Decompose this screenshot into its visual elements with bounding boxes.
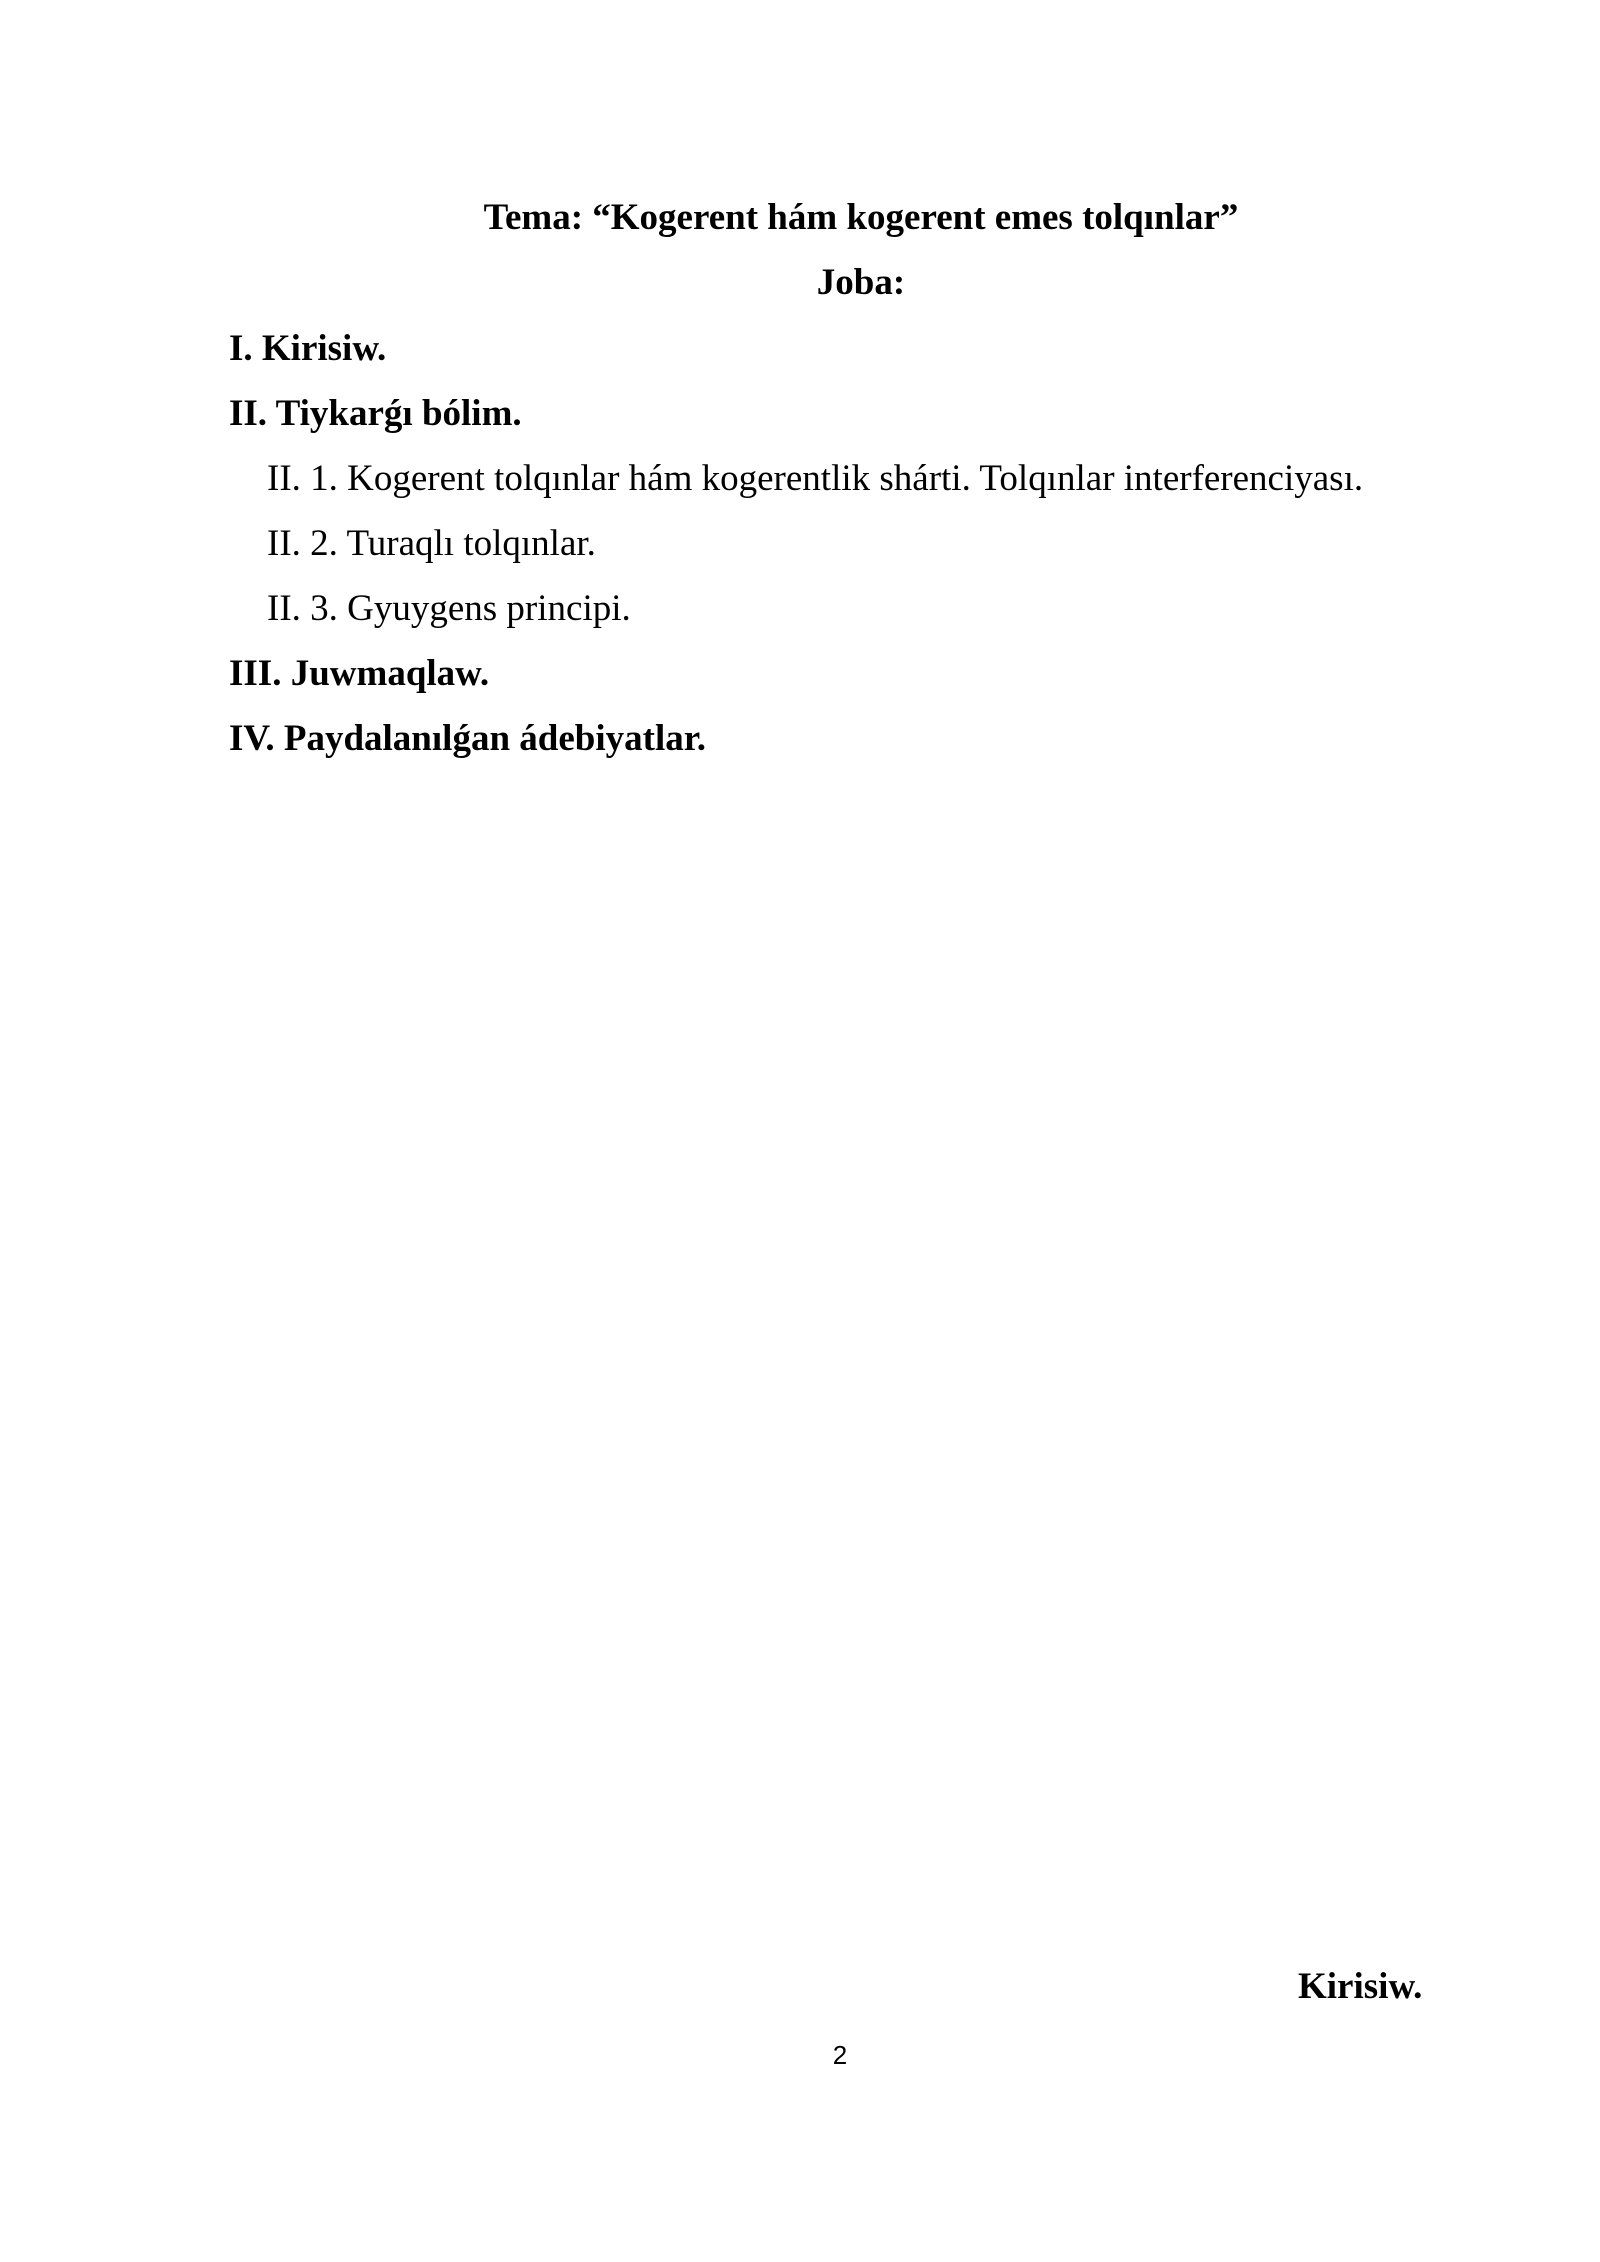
section-heading: Kirisiw. — [1298, 1966, 1423, 2007]
plan-heading: Joba: — [816, 262, 906, 303]
outline-item-introduction: I. Kirisiw. — [229, 328, 387, 369]
outline-item-conclusion: III. Juwmaqlaw. — [229, 653, 490, 694]
outline-subitem-huygens-principle: II. 3. Gyuygens principi. — [267, 588, 631, 629]
outline-subitem-coherent-waves: II. 1. Kogerent tolqınlar hám kogerentlik shárti. Tolqınlar interferenciyası. — [267, 458, 1364, 499]
page-number: 2 — [832, 2040, 848, 2070]
document-title: Tema: “Kogerent hám kogerent emes tolqınlar” — [483, 197, 1239, 238]
outline-subitem-standing-waves: II. 2. Turaqlı tolqınlar. — [267, 523, 596, 564]
outline-item-references: IV. Paydalanılǵan ádebiyatlar. — [229, 718, 707, 759]
outline-item-main-part: II. Tiykarǵı bólim. — [229, 393, 522, 434]
